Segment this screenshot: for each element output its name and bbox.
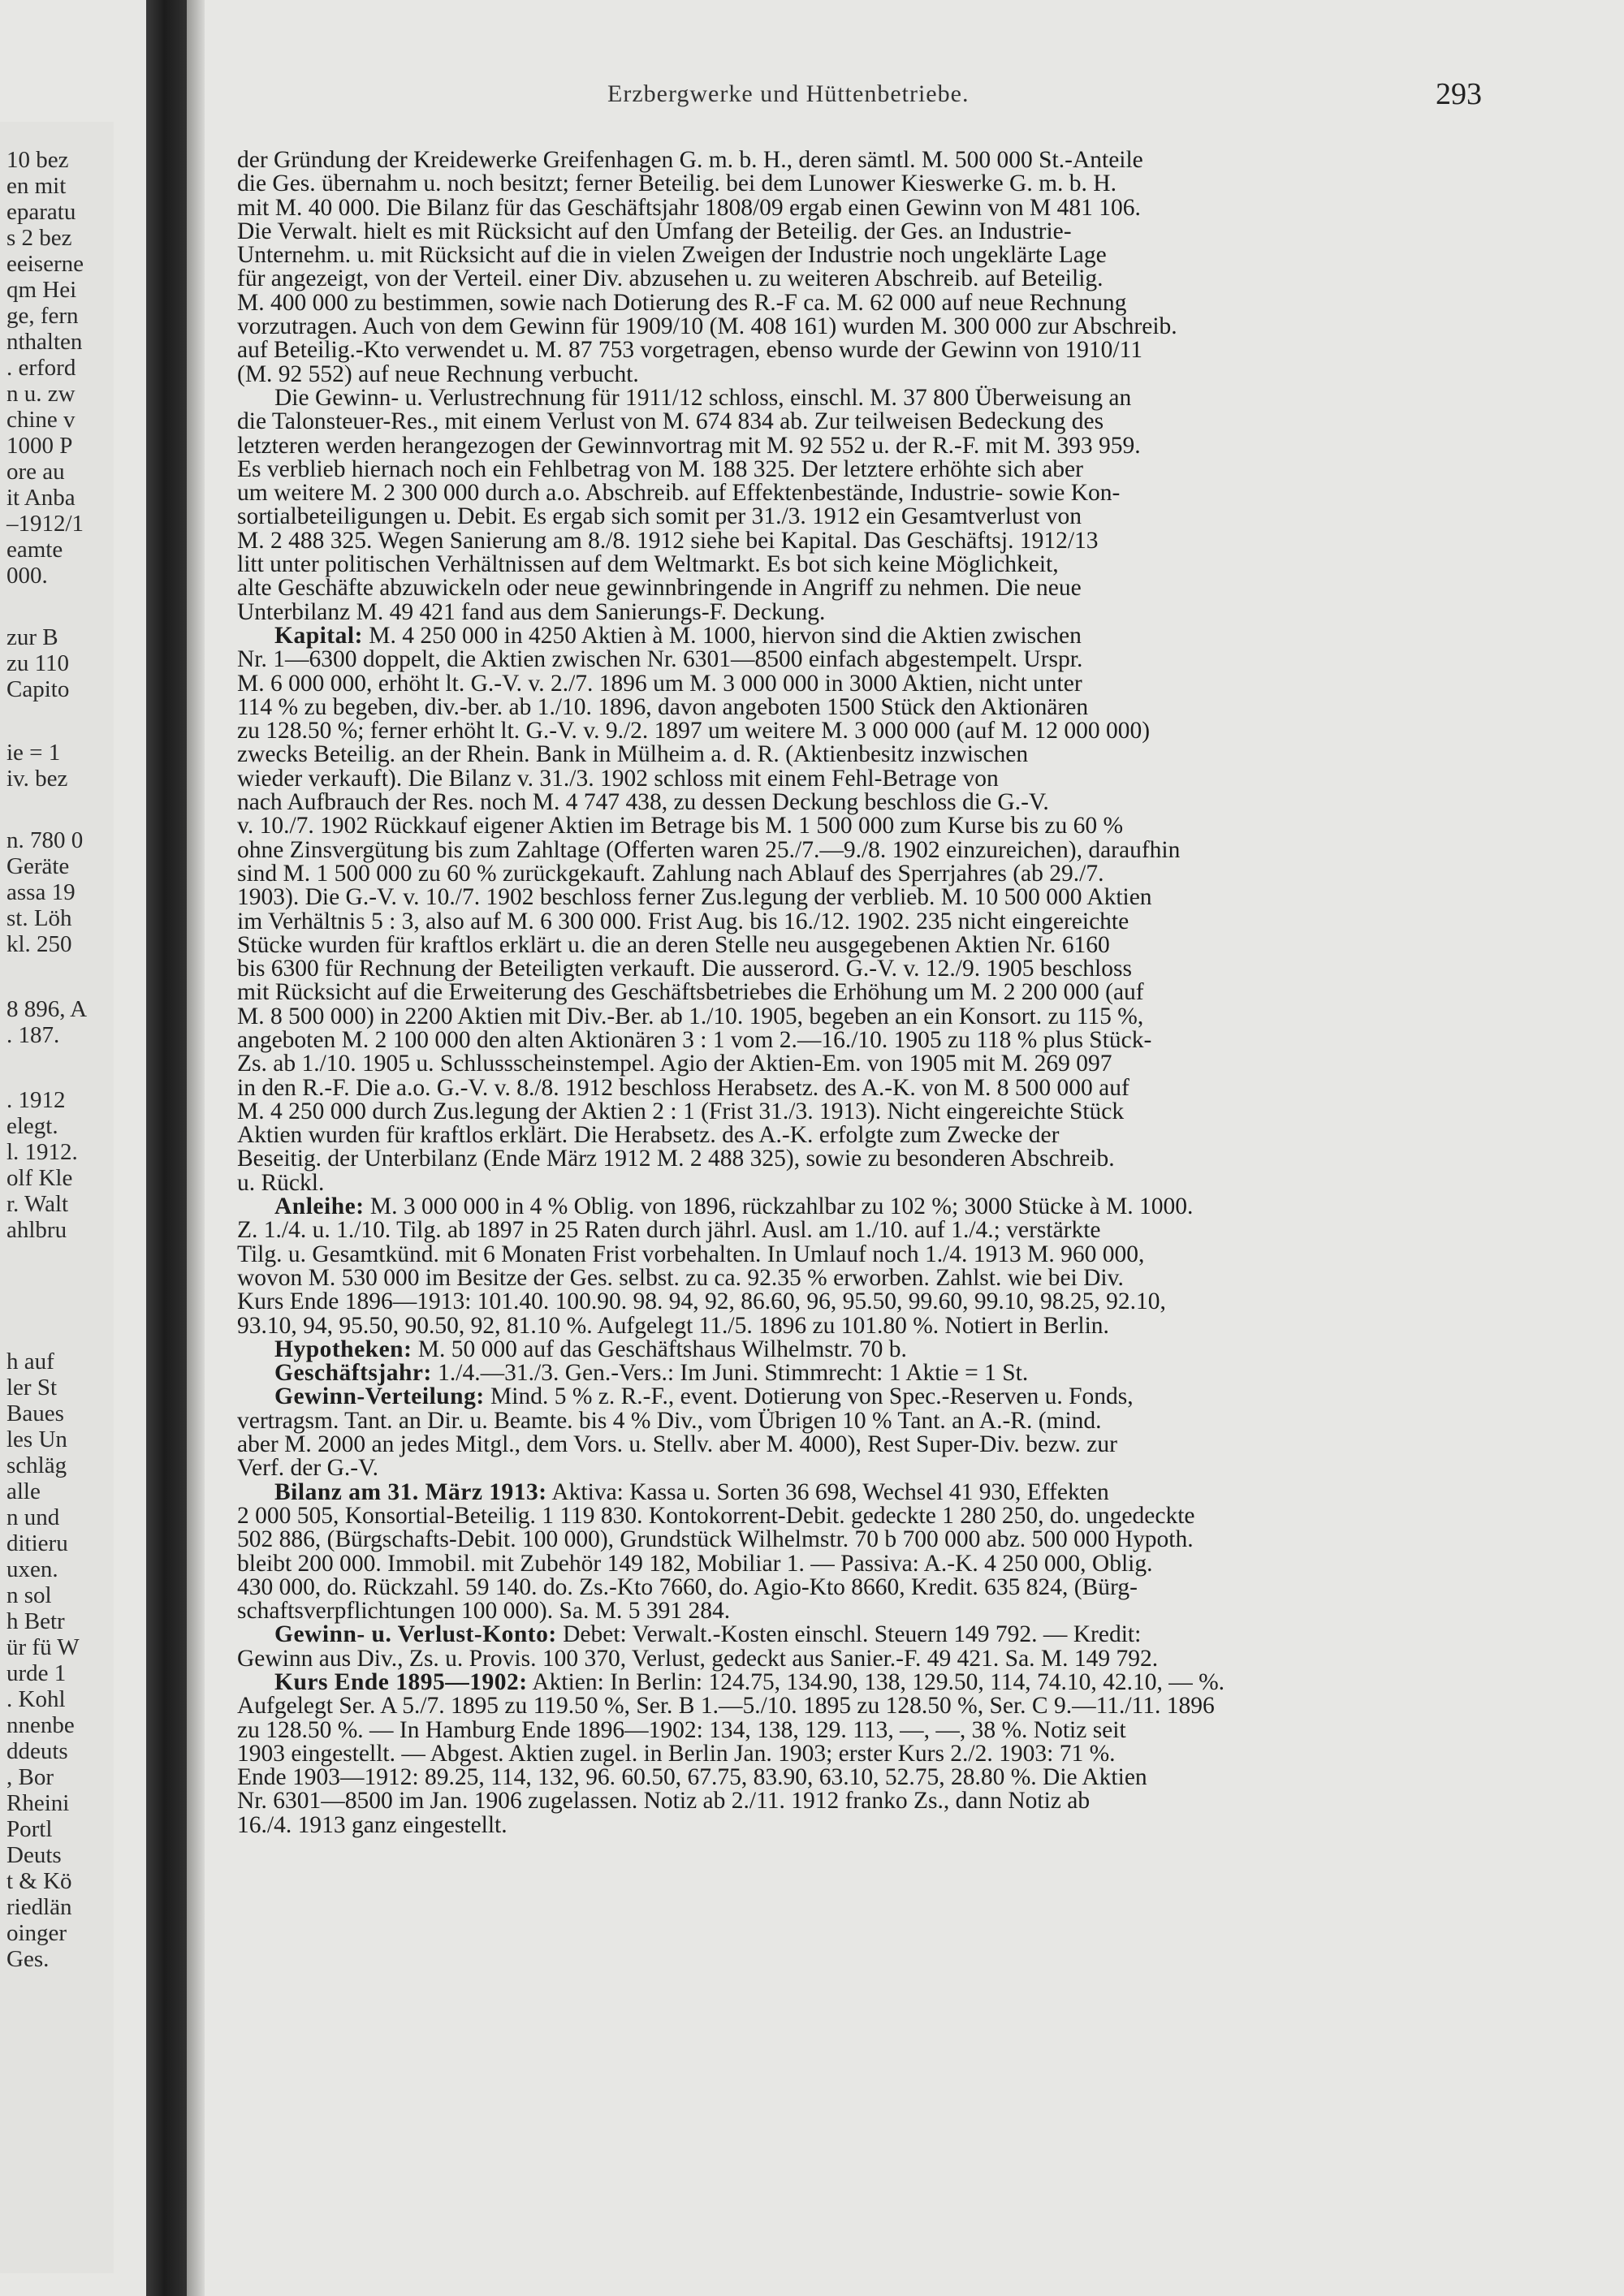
left-column-fragment: alle — [6, 1478, 41, 1504]
text-line: nach Aufbrauch der Res. noch M. 4 747 438, zu dessen Deckung beschloss die G.-V. — [237, 789, 1049, 816]
text-line: zu 128.50 %; ferner erhöht lt. G.-V. v. 9./2. 1897 um weitere M. 3 000 000 (auf M. 12 000 000) — [237, 718, 1151, 744]
left-column-fragment: chine v — [6, 407, 76, 433]
text-line: sortialbeteiligungen u. Debit. Es ergab sich somit per 31./3. 1912 ein Gesamtverlust von — [237, 503, 1082, 530]
left-column-fragment: Rheini — [6, 1790, 70, 1816]
left-column-fragment: 10 bez — [6, 147, 69, 173]
left-column-fragment: ddeuts — [6, 1738, 68, 1764]
section-heading: Hypotheken: — [274, 1336, 412, 1362]
left-column-fragment: elegt. — [6, 1113, 58, 1139]
left-column-fragment: it Anba — [6, 485, 76, 511]
section-heading: Kurs Ende 1895—1902: — [274, 1669, 528, 1695]
text-line: Nr. 1—6300 doppelt, die Aktien zwischen Nr. 6301—8500 einfach abgestempelt. Urspr. — [237, 646, 1083, 673]
text-line: 93.10, 94, 95.50, 90.50, 92, 81.10 %. Aufgelegt 11./5. 1896 zu 101.80 %. Notiert in Berlin. — [237, 1312, 1109, 1339]
text-line: mit M. 40 000. Die Bilanz für das Geschäftsjahr 1808/09 ergab einen Gewinn von M 481 106. — [237, 194, 1141, 221]
text-line: Hypotheken: M. 50 000 auf das Geschäftshaus Wilhelmstr. 70 b. — [274, 1336, 907, 1362]
text-line: Ende 1903—1912: 89.25, 114, 132, 96. 60.50, 67.75, 83.90, 63.10, 52.75, 28.80 %. Die Aktien — [237, 1764, 1147, 1791]
text-line: Die Verwalt. hielt es mit Rücksicht auf den Umfang der Beteilig. der Ges. an Industrie- — [237, 218, 1072, 244]
text-line: (M. 92 552) auf neue Rechnung verbucht. — [237, 360, 639, 387]
left-column-fragment: 8 896, A — [6, 996, 88, 1022]
text-line: sind M. 1 500 000 zu 60 % zurückgekauft. Zahlung nach Ablauf des Sperrjahres (ab 29./7. — [237, 860, 1104, 887]
left-column-fragment: ler St — [6, 1375, 58, 1400]
text-line: Tilg. u. Gesamtkünd. mit 6 Monaten Frist vorbehalten. In Umlauf noch 1./4. 1913 M. 960 000, — [237, 1241, 1145, 1267]
left-column-fragment: Ges. — [6, 1946, 50, 1972]
left-column-fragment: 1000 P — [6, 433, 73, 459]
text-line: schaftsverpflichtungen 100 000). Sa. M. 5 391 284. — [237, 1598, 731, 1625]
left-column-fragment: h auf — [6, 1349, 54, 1375]
text-line: zu 128.50 %. — In Hamburg Ende 1896—1902: 134, 138, 129. 113, —, —, 38 %. Notiz seit — [237, 1716, 1126, 1743]
text-line: u. Rückl. — [237, 1169, 325, 1196]
section-heading: Anleihe: — [274, 1193, 365, 1220]
left-column-fragment: zur B — [6, 624, 58, 650]
text-line: Kapital: M. 4 250 000 in 4250 Aktien à M. 1000, hiervon sind die Aktien zwischen — [274, 622, 1082, 649]
left-column-fragment: Capito — [6, 676, 70, 702]
text-line: Stücke wurden für kraftlos erklärt u. die an deren Stelle neu ausgegebenen Aktien Nr. 6160 — [237, 931, 1110, 958]
left-column-fragment: Deuts — [6, 1842, 62, 1868]
left-column-fragment: . erford — [6, 355, 76, 381]
left-column-fragment: h Betr — [6, 1608, 65, 1634]
text-line: aber M. 2000 an jedes Mitgl., dem Vors. u. Stellv. aber M. 4000), Rest Super-Div. bezw. zur — [237, 1431, 1117, 1458]
text-line: 502 886, (Bürgschafts-Debit. 100 000), Grundstück Wilhelmstr. 70 b 700 000 abz. 500 000 Hypoth. — [237, 1526, 1194, 1553]
text-line: Es verblieb hiernach noch ein Fehlbetrag von M. 188 325. Der letztere erhöhte sich aber — [237, 455, 1083, 482]
text-line: zwecks Beteilig. an der Rhein. Bank in Mülheim a. d. R. (Aktienbesitz inzwischen — [237, 741, 1029, 768]
text-line: in den R.-F. Die a.o. G.-V. v. 8./8. 1912 beschloss Herabsetz. des A.-K. von M. 8 500 000 auf — [237, 1074, 1129, 1101]
text-line: Z. 1./4. u. 1./10. Tilg. ab 1897 in 25 Raten durch jährl. Ausl. am 1./10. auf 1./4.; verstärkte — [237, 1217, 1101, 1244]
book-gutter — [146, 0, 187, 2296]
left-column-fragment: Portl — [6, 1816, 53, 1842]
left-column-fragment: ür fü W — [6, 1634, 80, 1660]
left-column-fragment: ge, fern — [6, 303, 79, 329]
left-column-fragment: ahlbru — [6, 1217, 67, 1243]
left-column-fragment: nnenbe — [6, 1712, 75, 1738]
text-line: wieder verkauft). Die Bilanz v. 31./3. 1902 schloss mit einem Fehl-Betrage von — [237, 765, 999, 792]
left-column-fragment: nthalten — [6, 329, 83, 355]
left-column-fragment: eamte — [6, 537, 63, 563]
left-column-fragment: s 2 bez — [6, 225, 72, 251]
text-line: Unterbilanz M. 49 421 fand aus dem Sanierungs-F. Deckung. — [237, 598, 826, 625]
text-line: Gewinn aus Div., Zs. u. Provis. 100 370, Verlust, gedeckt aus Sanier.-F. 49 421. Sa. M. 149 792. — [237, 1645, 1159, 1672]
left-column-fragments — [0, 122, 114, 2273]
text-line: Gewinn- u. Verlust-Konto: Debet: Verwalt.-Kosten einschl. Steuern 149 792. — Kredit: — [274, 1621, 1142, 1648]
left-column-fragment: l. 1912. — [6, 1139, 78, 1165]
left-column-fragment: ore au — [6, 459, 65, 485]
left-column-fragment: n und — [6, 1504, 60, 1530]
text-line: Kurs Ende 1896—1913: 101.40. 100.90. 98. 94, 92, 86.60, 96, 95.50, 99.60, 99.10, 98.25, 92.10, — [237, 1288, 1166, 1315]
left-column-fragment: riedlän — [6, 1894, 72, 1920]
text-line: angeboten M. 2 100 000 den alten Aktionären 3 : 1 vom 2.—16./10. 1905 zu 118 % plus Stück- — [237, 1026, 1152, 1053]
text-line: Kurs Ende 1895—1902: Aktien: In Berlin: 124.75, 134.90, 138, 129.50, 114, 74.10, 42.10, — %. — [274, 1669, 1225, 1695]
text-line: bleibt 200 000. Immobil. mit Zubehör 149 182, Mobiliar 1. — Passiva: A.-K. 4 250 000, Oblig. — [237, 1550, 1153, 1577]
left-column-fragment: –1912/1 — [6, 511, 84, 537]
text-line: M. 6 000 000, erhöht lt. G.-V. v. 2./7. 1896 um M. 3 000 000 in 3000 Aktien, nicht unter — [237, 670, 1082, 697]
left-column-fragment: ditieru — [6, 1530, 68, 1556]
text-line: Verf. der G.-V. — [237, 1455, 378, 1482]
left-column-fragment: n u. zw — [6, 381, 76, 407]
left-column-fragment: st. Löh — [6, 905, 72, 931]
left-column-fragment: eparatu — [6, 199, 76, 225]
text-line: Aktien wurden für kraftlos erklärt. Die Herabsetz. des A.-K. erfolgte zum Zwecke der — [237, 1122, 1060, 1149]
left-column-fragment: urde 1 — [6, 1660, 67, 1686]
text-line: 1903 eingestellt. — Abgest. Aktien zugel. in Berlin Jan. 1903; erster Kurs 2./2. 1903: 71 %. — [237, 1740, 1116, 1767]
section-heading: Bilanz am 31. März 1913: — [274, 1478, 547, 1505]
left-column-fragment: . 187. — [6, 1022, 60, 1048]
left-column-fragment: . 1912 — [6, 1087, 66, 1113]
left-column-fragment: assa 19 — [6, 879, 76, 905]
text-line: vertragsm. Tant. an Dir. u. Beamte. bis 4 % Div., vom Übrigen 10 % Tant. an A.-R. (mind. — [237, 1407, 1102, 1434]
left-column-fragment: r. Walt — [6, 1191, 69, 1217]
text-line: um weitere M. 2 300 000 durch a.o. Abschreib. auf Effektenbestände, Industrie- sowie Kon- — [237, 480, 1121, 507]
left-column-fragment: iv. bez — [6, 766, 68, 792]
text-line: letzteren werden herangezogen der Gewinnvortrag mit M. 92 552 u. der R.-F. mit M. 393 959. — [237, 432, 1141, 459]
text-line: M. 8 500 000) in 2200 Aktien mit Div.-Ber. ab 1./10. 1905, begeben an ein Konsort. zu 115 %, — [237, 1003, 1144, 1029]
text-line: Die Gewinn- u. Verlustrechnung für 1911/12 schloss, einschl. M. 37 800 Überweisung an — [274, 384, 1132, 411]
left-column-fragment: 000. — [6, 563, 48, 589]
text-line: die Talonsteuer-Res., mit einem Verlust von M. 674 834 ab. Zur teilweisen Bedeckung des — [237, 408, 1104, 435]
text-line: Bilanz am 31. März 1913: Aktiva: Kassa u. Sorten 36 698, Wechsel 41 930, Effekten — [274, 1478, 1109, 1505]
text-line: alte Geschäfte abzuwickeln oder neue gewinnbringende in Angriff zu nehmen. Die neue — [237, 575, 1082, 602]
left-column-fragment: n. 780 0 — [6, 827, 84, 853]
text-line: vorzutragen. Auch von dem Gewinn für 1909/10 (M. 408 161) wurden M. 300 000 zur Abschreib. — [237, 313, 1177, 340]
section-heading: Geschäftsjahr: — [274, 1360, 432, 1387]
left-column-fragment: schläg — [6, 1452, 67, 1478]
text-line: 1903). Die G.-V. v. 10./7. 1902 beschloss ferner Zus.legung der verblieb. M. 10 500 000 Aktien — [237, 884, 1152, 911]
left-column-fragment: t & Kö — [6, 1868, 72, 1894]
text-line: litt unter politischen Verhältnissen auf dem Weltmarkt. Es bot sich keine Möglichkeit, — [237, 551, 1059, 578]
running-header-title: Erzbergwerke und Hüttenbetriebe. — [607, 80, 970, 107]
section-heading: Gewinn- u. Verlust-Konto: — [274, 1621, 557, 1648]
left-column-fragment: n sol — [6, 1582, 52, 1608]
text-line: 16./4. 1913 ganz eingestellt. — [237, 1811, 508, 1838]
text-line: Nr. 6301—8500 im Jan. 1906 zugelassen. Notiz ab 2./11. 1912 franko Zs., dann Notiz ab — [237, 1788, 1091, 1815]
text-line: für angezeigt, von der Verteil. einer Div. abzusehen u. zu weiteren Abschreib. auf Beteilig. — [237, 265, 1104, 292]
text-line: Unternehm. u. mit Rücksicht auf die in vielen Zweigen der Industrie noch ungeklärte Lage — [237, 242, 1107, 269]
left-column-fragment: . Kohl — [6, 1686, 66, 1712]
left-column-fragment: olf Kle — [6, 1165, 73, 1191]
body-text — [237, 149, 1496, 1837]
left-column-fragment: zu 110 — [6, 650, 70, 676]
left-column-fragment: eeiserne — [6, 251, 84, 277]
section-heading: Kapital: — [274, 622, 363, 649]
left-column-fragment: Baues — [6, 1400, 64, 1426]
left-column-fragment: en mit — [6, 173, 67, 199]
section-heading: Gewinn-Verteilung: — [274, 1383, 485, 1410]
left-column-fragment: uxen. — [6, 1556, 58, 1582]
text-line: M. 2 488 325. Wegen Sanierung am 8./8. 1912 siehe bei Kapital. Das Geschäftsj. 1912/13 — [237, 527, 1099, 554]
text-line: M. 4 250 000 durch Zus.legung der Aktien 2 : 1 (Frist 31./3. 1913). Nicht eingereichte Stück — [237, 1098, 1125, 1124]
left-column-fragment: oinger — [6, 1920, 67, 1946]
left-column-fragment: Geräte — [6, 853, 70, 879]
text-line: der Gründung der Kreidewerke Greifenhagen G. m. b. H., deren sämtl. M. 500 000 St.-Anteile — [237, 147, 1143, 173]
page-number: 293 — [1436, 77, 1482, 111]
text-line: Aufgelegt Ser. A 5./7. 1895 zu 119.50 %, Ser. B 1.—5./10. 1895 zu 128.50 %, Ser. C 9.—11./11. 1896 — [237, 1693, 1215, 1720]
text-line: Geschäftsjahr: 1./4.—31./3. Gen.-Vers.: Im Juni. Stimmrecht: 1 Aktie = 1 St. — [274, 1360, 1029, 1387]
text-line: auf Beteilig.-Kto verwendet u. M. 87 753 vorgetragen, ebenso wurde der Gewinn von 1910/11 — [237, 337, 1142, 364]
left-column-fragment: ie = 1 — [6, 740, 61, 766]
left-column-fragment: qm Hei — [6, 277, 77, 303]
text-line: mit Rücksicht auf die Erweiterung des Geschäftsbetriebes die Erhöhung um M. 2 200 000 (auf — [237, 979, 1144, 1006]
text-line: ohne Zinsvergütung bis zum Zahltage (Offerten waren 25./7.—9./8. 1902 einzureichen), daraufhin — [237, 836, 1181, 863]
text-line: 114 % zu begeben, div.-ber. ab 1./10. 1896, davon angeboten 1500 Stück den Aktionären — [237, 693, 1089, 720]
text-line: Zs. ab 1./10. 1905 u. Schlussscheinstempel. Agio der Aktien-Em. von 1905 mit M. 269 097 — [237, 1051, 1112, 1077]
text-line: 2 000 505, Konsortial-Beteilig. 1 119 830. Kontokorrent-Debit. gedeckte 1 280 250, do. ungedeckte — [237, 1502, 1195, 1529]
gutter-edge — [187, 0, 205, 2296]
text-line: M. 400 000 zu bestimmen, sowie nach Dotierung des R.-F ca. M. 62 000 auf neue Rechnung — [237, 289, 1127, 316]
text-line: Anleihe: M. 3 000 000 in 4 % Oblig. von 1896, rückzahlbar zu 102 %; 3000 Stücke à M. 1000. — [274, 1193, 1194, 1220]
text-line: wovon M. 530 000 im Besitze der Ges. selbst. zu ca. 92.35 % erworben. Zahlst. wie bei Div. — [237, 1264, 1124, 1291]
left-column-fragment: , Bor — [6, 1764, 54, 1790]
text-line: bis 6300 für Rechnung der Beteiligten verkauft. Die ausserord. G.-V. v. 12./9. 1905 beschloss — [237, 956, 1132, 982]
text-line: 430 000, do. Rückzahl. 59 140. do. Zs.-Kto 7660, do. Agio-Kto 8660, Kredit. 635 824, (Bürg- — [237, 1573, 1138, 1600]
left-column-fragment: les Un — [6, 1426, 67, 1452]
text-line: Gewinn-Verteilung: Mind. 5 % z. R.-F., event. Dotierung von Spec.-Reserven u. Fonds, — [274, 1383, 1134, 1410]
text-line: v. 10./7. 1902 Rückkauf eigener Aktien im Betrage bis M. 1 500 000 zum Kurse bis zu 60 % — [237, 813, 1124, 839]
left-column-fragment: kl. 250 — [6, 931, 72, 957]
text-line: Beseitig. der Unterbilanz (Ende März 1912 M. 2 488 325), sowie zu besonderen Abschreib. — [237, 1146, 1115, 1172]
text-line: im Verhältnis 5 : 3, also auf M. 6 300 000. Frist Aug. bis 16./12. 1902. 235 nicht eingereichte — [237, 908, 1129, 934]
text-line: die Ges. übernahm u. noch besitzt; ferner Beteilig. bei dem Lunower Kieswerke G. m. b. H. — [237, 170, 1116, 197]
